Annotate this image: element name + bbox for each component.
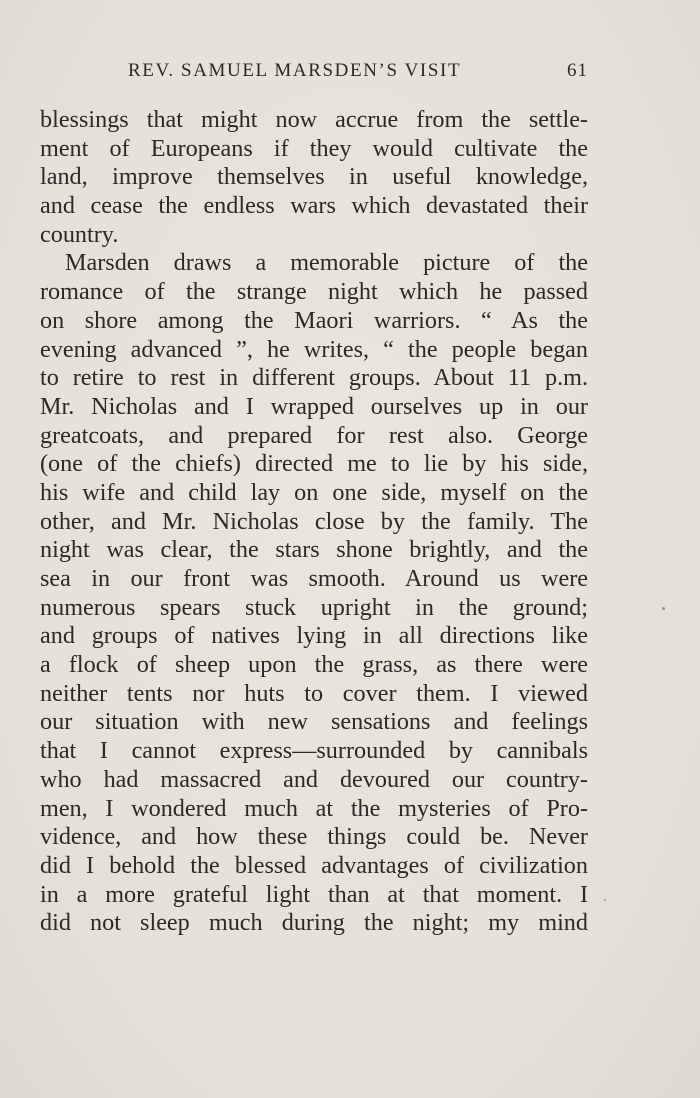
text-line: men, I wondered much at the mysteries of Pro- — [40, 794, 588, 822]
text-line: (one of the chiefs) directed me to lie by his side, — [40, 450, 588, 478]
text-line: that I cannot express—surrounded by cannibals — [40, 737, 588, 765]
text-line: romance of the strange night which he passed — [40, 278, 588, 306]
page-number: 61 — [567, 60, 588, 81]
text-line: Mr. Nicholas and I wrapped ourselves up in our — [40, 392, 588, 420]
text-line: to retire to rest in different groups. About 11 p.m. — [40, 364, 588, 392]
text-line: evening advanced ”, he writes, “ the people began — [40, 335, 588, 363]
text-line: night was clear, the stars shone brightly, and the — [40, 536, 588, 564]
paper-speck — [662, 607, 665, 610]
paragraph-first-line: Marsden draws a memorable picture of the — [65, 249, 588, 277]
text-line: land, improve themselves in useful knowledge, — [40, 163, 588, 191]
text-line: numerous spears stuck upright in the ground; — [40, 593, 588, 621]
text-line: in a more grateful light than at that moment. I — [40, 880, 588, 908]
paper-speck — [604, 899, 606, 901]
text-line: sea in our front was smooth. Around us were — [40, 565, 588, 592]
text-line: country. — [40, 220, 119, 248]
text-line: did I behold the blessed advantages of civilization — [40, 851, 588, 879]
body-text — [40, 106, 588, 938]
text-line: our situation with new sensations and feelings — [40, 708, 588, 736]
running-head — [40, 60, 588, 88]
running-title: REV. SAMUEL MARSDEN’S VISIT — [128, 60, 462, 81]
text-line: his wife and child lay on one side, myself on the — [40, 478, 588, 506]
text-line: did not sleep much during the night; my mind — [40, 909, 588, 937]
text-line: neither tents nor huts to cover them. I viewed — [40, 679, 588, 707]
text-line: who had massacred and devoured our country- — [40, 765, 588, 793]
text-line: and groups of natives lying in all directions like — [40, 622, 588, 650]
text-line: blessings that might now accrue from the settle- — [40, 106, 588, 133]
text-line: ment of Europeans if they would cultivate the — [40, 134, 588, 162]
text-line: other, and Mr. Nicholas close by the family. The — [40, 507, 588, 535]
text-line: a flock of sheep upon the grass, as there were — [40, 651, 588, 679]
text-line: greatcoats, and prepared for rest also. George — [40, 421, 588, 449]
text-line: vidence, and how these things could be. Never — [40, 823, 588, 851]
text-line: and cease the endless wars which devastated their — [40, 192, 588, 220]
text-line: on shore among the Maori warriors. “ As the — [40, 306, 588, 334]
